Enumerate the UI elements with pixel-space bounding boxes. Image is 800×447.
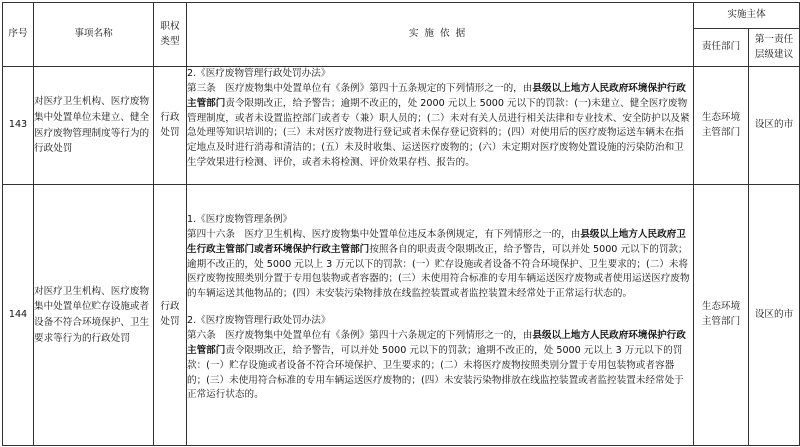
header-item-name: 事项名称 [34, 3, 154, 67]
row-resp-dept-line1: 生态环境 [701, 301, 741, 313]
row-resp-dept-line2: 主管部门 [701, 316, 741, 327]
basis2-text-post: 责令限期改正，给予警告，可以并处 5000 元以下的罚款；逾期不改正的，处 5000 元以上 3 万元以下的罚款：(一）贮存设施或者设备不符合环境保护、卫生要求的；(二）未将医疗废物按照类别分置于专用包装物或者容器的；(三）未使用符合标准的专用车辆运送医疗废物的；(四）未安装污染物排放在线监控装置或者监控装置未经常处于正常运行状态的。 [187, 344, 684, 401]
row-first-level: 设区的市 [749, 67, 800, 185]
row-item-name: 对医疗卫生机构、医疗废物集中处置单位未建立、健全医疗废物管理制度等行为的行政处罚 [34, 67, 154, 185]
basis2-text [187, 329, 693, 403]
row-seq: 143 [3, 67, 34, 185]
basis-text [187, 82, 693, 171]
header-resp-dept: 责任部门 [694, 29, 749, 67]
basis2-text-pre: 第六条 医疗废物集中处置单位有《条例》第四十六条规定的下列情形之一的，由 [187, 330, 533, 342]
row-power-type-line1: 行政 [160, 301, 180, 313]
row-power-type [154, 185, 187, 446]
header-basis: 实施依据 [187, 3, 694, 67]
row-power-type-line2: 处罚 [160, 316, 180, 327]
header-power-type [154, 3, 187, 67]
basis1-text [187, 228, 693, 302]
row-power-type-line2: 处罚 [160, 126, 180, 138]
row-basis [187, 185, 694, 446]
basis2-authority: 县级以上地方人民政府环境保护行政主管部门 [187, 330, 686, 356]
row-power-type-line1: 行政 [160, 111, 180, 123]
row-resp-dept-line1: 生态环境 [701, 111, 741, 123]
basis-text-pre: 第三条 医疗废物集中处置单位有《条例》第四十五条规定的下列情形之一的，由 [187, 82, 533, 94]
header-first-level-line1: 第一责任 [754, 33, 794, 45]
basis1-title: 1.《医疗废物管理条例》 [187, 214, 293, 225]
row-basis [187, 67, 694, 185]
header-row-1 [3, 3, 800, 29]
row-seq: 144 [3, 185, 34, 446]
basis-title: 2.《医疗废物管理行政处罚办法》 [187, 68, 331, 79]
header-subject: 实施主体 [694, 3, 800, 29]
header-seq: 序号 [3, 3, 34, 67]
header-power-type-line2: 类型 [160, 35, 180, 47]
header-first-level-line2: 层级建议 [754, 48, 794, 60]
row-resp-dept-line2: 主管部门 [701, 126, 741, 138]
table-row [3, 67, 800, 185]
basis2-title: 2.《医疗废物管理行政处罚办法》 [187, 315, 331, 327]
basis1-text-pre: 第四十六条 医疗卫生机构、医疗废物集中处置单位违反本条例规定，有下列情形之一的，由 [187, 228, 581, 240]
basis1-authority: 县级以上地方人民政府卫生行政主管部门或者环境保护行政主管部门 [187, 228, 686, 255]
paragraph-gap [187, 302, 693, 314]
header-power-type-line1: 职权 [160, 20, 180, 32]
basis-text-post: 责令限期改正，给予警告；逾期不改正的，处 2000 元以上 5000 元以下的罚款：(一)未建立、健全医疗废物管理制度，或者未设置监控部门或者专（兼）职人员的；(二）未对有关人员进行相关法律和专业技术、安全防护以及紧急处理等知识培训的；(三）未对医疗废物进行登记或者未保存登记资料的；(四）对使用后的医疗废物运送车辆未在指定地点及时进行消毒和清洁的；(五）未及时收集、运送医疗废物的；(六）未定期对医疗废物处置设施的污染防治和卫生学效果进行检测、评价，或者未将检测、评价效果存档、报告的。 [187, 97, 690, 169]
responsibility-table [2, 2, 800, 446]
basis-authority: 县级以上地方人民政府环境保护行政主管部门 [187, 82, 686, 109]
row-power-type [154, 67, 187, 185]
row-first-level: 设区的市 [749, 185, 800, 446]
basis1-text-post: 按照各自的职责责令限期改正，给予警告，可以并处 5000 元以下的罚款；逾期不改正的，处 5000 元以上 3 万元以下的罚款：(一）贮存设施或者设备不符合环境保护、卫生要求的；(二）未将医疗废物按照类别分置于专用包装物或者容器的；(三）未使用符合标准的专用车辆运送医疗废物或者使用运送医疗废物的车辆运送其他物品的；(四）未安装污染物排放在线监控装置或者监控装置未经常处于正常运行状态的。 [187, 243, 690, 300]
header-first-level [749, 29, 800, 67]
row-item-name: 对医疗卫生机构、医疗废物集中处置单位贮存设施或者设备不符合环境保护、卫生要求等行为的行政处罚 [34, 185, 154, 446]
row-resp-dept [694, 185, 749, 446]
table-row [3, 185, 800, 446]
row-resp-dept [694, 67, 749, 185]
